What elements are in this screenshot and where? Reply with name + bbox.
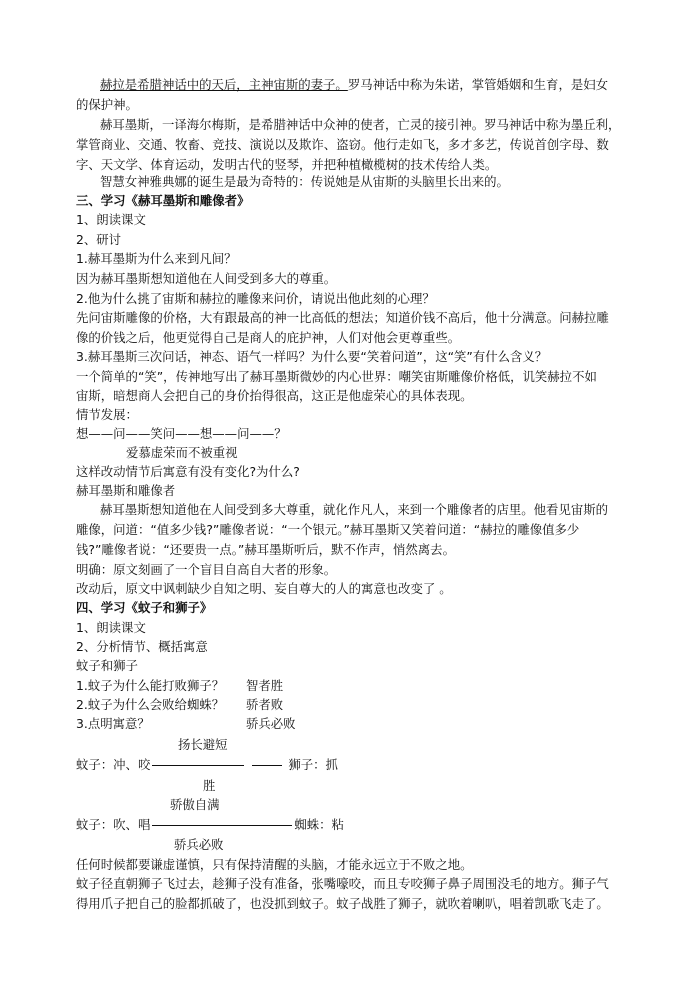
question-2: 2.蚊子为什么会败给蜘蛛？ [76, 697, 225, 712]
answer-2: 骄者败 [246, 697, 284, 712]
paragraph-hera [100, 76, 608, 94]
hera-underlined-text: 赫拉是希腊神话中的天后，主神宙斯的妻子。 [100, 77, 348, 92]
diagram-left-label: 蚊子：吹、唱 [76, 817, 151, 832]
question-1: 1.蚊子为什么能打败狮子？ [76, 678, 225, 693]
paragraph-hermes: 赫耳墨斯，一译海尔梅斯，是希腊神话中众神的使者，亡灵的接引神。罗马神话中称为墨丘利， [100, 117, 621, 132]
question-1: 1.赫耳墨斯为什么来到凡间？ [76, 251, 237, 266]
plot-note: 爱慕虚荣而不被重视 [126, 445, 238, 460]
answer-1: 智者胜 [246, 678, 284, 693]
diagram-right-label: 蜘蛛：粘 [294, 817, 344, 832]
story-title: 赫耳墨斯和雕像者 [76, 483, 176, 498]
plot-flow: 想——问——笑问——想——问——？ [76, 426, 287, 441]
diagram-mosquito-spider [76, 816, 344, 834]
paragraph-hermes-cont: 掌管商业、交通、牧畜、竞技、演说以及欺诈、盗窃。他行走如飞，多才多艺，传说首创字母、数 [76, 137, 609, 152]
story-title: 蚊子和狮子 [76, 658, 138, 673]
plot-label: 情节发展： [76, 407, 138, 422]
step-analyze: 2、分析情节、概括寓意 [76, 639, 208, 654]
answer-3: 一个简单的“笑”，传神地写出了赫耳墨斯微妙的内心世界：嘲笑宙斯雕像价格低，讥笑赫拉不如 [76, 369, 597, 384]
story-text-cont: 雕像，问道：“值多少钱?”雕像者说：“一个银元。”赫耳墨斯又笑着问道：“赫拉的雕像值多少 [76, 522, 580, 537]
diagram-mid-label: 骄傲自满 [170, 797, 220, 812]
answer-3: 骄兵必败 [246, 716, 296, 731]
story-text: 赫耳墨斯想知道他在人间受到多大尊重，就化作凡人，来到一个雕像者的店里。他看见宙斯的 [100, 502, 609, 517]
story-ending-cont: 得用爪子把自己的脸都抓破了，也没抓到蚊子。蚊子战胜了狮子，就吹着喇叭，唱着凯歌飞走了。 [76, 896, 609, 911]
conclusion: 明确：原文刻画了一个盲目自高自大者的形象。 [76, 562, 337, 577]
question-3: 3.赫耳墨斯三次问话，神态、语气一样吗？为什么要“笑着问道”，这“笑”有什么含义？ [76, 349, 548, 364]
answer-2: 先问宙斯雕像的价格，大有跟最高的神一比高低的想法；知道价钱不高后，他十分满意。问赫拉雕 [76, 310, 609, 325]
paragraph-hera-cont: 的保护神。 [76, 97, 138, 112]
plot-question: 这样改动情节后寓意有没有变化?为什么? [76, 464, 300, 479]
diagram-line [152, 825, 292, 826]
diagram-bottom-label: 骄兵必败 [174, 837, 224, 852]
section-heading-3: 三、学习《赫耳墨斯和雕像者》 [76, 193, 250, 208]
step-read: 1、朗读课文 [76, 620, 146, 635]
story-ending: 蚊子径直朝狮子飞过去，趁狮子没有准备，张嘴嚎咬，而且专咬狮子鼻子周围没毛的地方。狮子气 [76, 876, 609, 891]
answer-3-cont: 宙斯，暗想商人会把自己的身价抬得很高，这正是他虚荣心的具体表现。 [76, 388, 473, 403]
diagram-top-label: 扬长避短 [178, 737, 228, 752]
paragraph-hermes-cont: 字、天文学、体育运动，发明古代的竖琴，并把种植橄榄树的技术传给人类。 [76, 157, 498, 172]
diagram-right-label: 狮子：抓 [288, 757, 338, 772]
diagram-win-label: 胜 [203, 778, 216, 793]
diagram-mosquito-lion [76, 756, 338, 774]
diagram-line [252, 765, 282, 766]
conclusion-cont: 改动后，原文中讽刺缺少自知之明、妄自尊大的人的寓意也改变了 。 [76, 581, 452, 596]
story-text-cont: 钱?”雕像者说：“还要贵一点。”赫耳墨斯听后，默不作声，悄然离去。 [76, 542, 455, 557]
hera-text: 罗马神话中称为朱诺，掌管婚姻和生育，是妇女 [347, 77, 609, 92]
question-3: 3.点明寓意？ [76, 716, 150, 731]
step-read: 1、朗读课文 [76, 212, 146, 227]
paragraph-athena: 智慧女神雅典娜的诞生是最为奇特的：传说她是从宙斯的头脑里长出来的。 [100, 174, 509, 189]
answer-2-cont: 像的价钱之后，他更觉得自己是商人的庇护神，人们对他会更尊重些。 [76, 330, 461, 345]
moral: 任何时候都要谦虚谨慎，只有保持清醒的头脑，才能永远立于不败之地。 [76, 857, 473, 872]
diagram-left-label: 蚊子：冲、咬 [76, 757, 151, 772]
answer-1: 因为赫耳墨斯想知道他在人间受到多大的尊重。 [76, 271, 337, 286]
step-discuss: 2、研讨 [76, 232, 122, 247]
section-heading-4: 四、学习《蚊子和狮子》 [76, 600, 213, 615]
diagram-line [152, 765, 244, 766]
question-2: 2.他为什么挑了宙斯和赫拉的雕像来问价，请说出他此刻的心理？ [76, 291, 435, 306]
